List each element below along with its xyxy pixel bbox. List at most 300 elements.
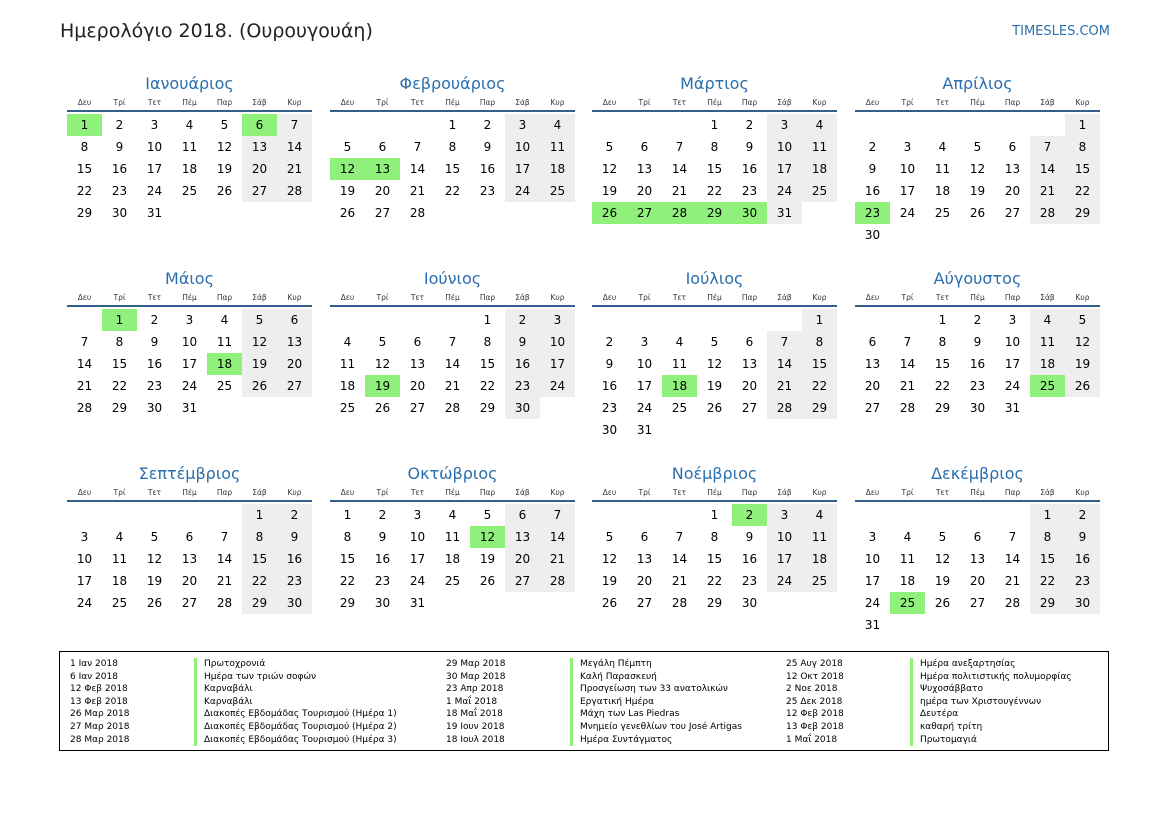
day-cell[interactable]: 5: [710, 335, 719, 349]
day-cell[interactable]: 8: [710, 140, 719, 154]
day-cell[interactable]: 22: [76, 184, 93, 198]
day-cell[interactable]: 13: [505, 526, 540, 548]
day-cell[interactable]: 31: [864, 618, 881, 632]
day-cell[interactable]: 1: [242, 504, 277, 526]
day-cell[interactable]: 1: [483, 313, 492, 327]
day-cell[interactable]: 19: [242, 353, 277, 375]
day-cell[interactable]: 7: [1008, 530, 1017, 544]
day-cell[interactable]: 16: [864, 184, 881, 198]
day-cell[interactable]: 2: [505, 309, 540, 331]
day-cell[interactable]: 21: [899, 379, 916, 393]
day-cell[interactable]: 15: [479, 357, 496, 371]
day-cell[interactable]: 2: [277, 504, 312, 526]
day-cell[interactable]: 4: [185, 118, 194, 132]
holiday-day-cell[interactable]: 2: [732, 504, 767, 526]
day-cell[interactable]: 16: [277, 548, 312, 570]
day-cell[interactable]: 14: [540, 526, 575, 548]
holiday-day-cell[interactable]: 18: [662, 375, 697, 397]
day-cell[interactable]: 6: [640, 530, 649, 544]
day-cell[interactable]: 29: [706, 596, 723, 610]
day-cell[interactable]: 14: [76, 357, 93, 371]
day-cell[interactable]: 21: [540, 548, 575, 570]
day-cell[interactable]: 8: [1065, 136, 1100, 158]
day-cell[interactable]: 4: [802, 504, 837, 526]
day-cell[interactable]: 16: [741, 162, 758, 176]
day-cell[interactable]: 12: [601, 552, 618, 566]
day-cell[interactable]: 11: [339, 357, 356, 371]
day-cell[interactable]: 8: [483, 335, 492, 349]
day-cell[interactable]: 31: [146, 206, 163, 220]
day-cell[interactable]: 8: [448, 140, 457, 154]
day-cell[interactable]: 28: [540, 570, 575, 592]
day-cell[interactable]: 14: [216, 552, 233, 566]
day-cell[interactable]: 10: [1004, 335, 1021, 349]
day-cell[interactable]: 30: [146, 401, 163, 415]
day-cell[interactable]: 8: [115, 335, 124, 349]
day-cell[interactable]: 12: [242, 331, 277, 353]
day-cell[interactable]: 4: [1030, 309, 1065, 331]
day-cell[interactable]: 12: [374, 357, 391, 371]
day-cell[interactable]: 26: [969, 206, 986, 220]
day-cell[interactable]: 13: [1004, 162, 1021, 176]
day-cell[interactable]: 26: [216, 184, 233, 198]
day-cell[interactable]: 28: [277, 180, 312, 202]
day-cell[interactable]: 3: [767, 114, 802, 136]
day-cell[interactable]: 20: [409, 379, 426, 393]
day-cell[interactable]: 4: [938, 140, 947, 154]
day-cell[interactable]: 3: [540, 309, 575, 331]
day-cell[interactable]: 22: [1065, 180, 1100, 202]
day-cell[interactable]: 13: [181, 552, 198, 566]
day-cell[interactable]: 24: [146, 184, 163, 198]
day-cell[interactable]: 20: [636, 574, 653, 588]
day-cell[interactable]: 12: [934, 552, 951, 566]
day-cell[interactable]: 24: [540, 375, 575, 397]
day-cell[interactable]: 4: [343, 335, 352, 349]
day-cell[interactable]: 9: [973, 335, 982, 349]
day-cell[interactable]: 8: [710, 530, 719, 544]
day-cell[interactable]: 11: [802, 526, 837, 548]
day-cell[interactable]: 27: [636, 596, 653, 610]
day-cell[interactable]: 11: [111, 552, 128, 566]
day-cell[interactable]: 14: [409, 162, 426, 176]
day-cell[interactable]: 15: [242, 548, 277, 570]
day-cell[interactable]: 11: [802, 136, 837, 158]
day-cell[interactable]: 14: [767, 353, 802, 375]
day-cell[interactable]: 24: [181, 379, 198, 393]
day-cell[interactable]: 27: [409, 401, 426, 415]
day-cell[interactable]: 4: [903, 530, 912, 544]
day-cell[interactable]: 18: [339, 379, 356, 393]
day-cell[interactable]: 29: [76, 206, 93, 220]
day-cell[interactable]: 23: [146, 379, 163, 393]
day-cell[interactable]: 22: [444, 184, 461, 198]
day-cell[interactable]: 29: [242, 592, 277, 614]
day-cell[interactable]: 7: [277, 114, 312, 136]
day-cell[interactable]: 17: [864, 574, 881, 588]
day-cell[interactable]: 23: [601, 401, 618, 415]
day-cell[interactable]: 24: [1004, 379, 1021, 393]
day-cell[interactable]: 17: [409, 552, 426, 566]
day-cell[interactable]: 18: [1030, 353, 1065, 375]
day-cell[interactable]: 3: [1008, 313, 1017, 327]
day-cell[interactable]: 21: [1004, 574, 1021, 588]
day-cell[interactable]: 25: [444, 574, 461, 588]
day-cell[interactable]: 30: [111, 206, 128, 220]
day-cell[interactable]: 4: [220, 313, 229, 327]
day-cell[interactable]: 15: [76, 162, 93, 176]
day-cell[interactable]: 20: [636, 184, 653, 198]
holiday-day-cell[interactable]: 25: [1030, 375, 1065, 397]
holiday-day-cell[interactable]: 25: [890, 592, 925, 614]
holiday-day-cell[interactable]: 18: [207, 353, 242, 375]
day-cell[interactable]: 20: [181, 574, 198, 588]
day-cell[interactable]: 13: [277, 331, 312, 353]
day-cell[interactable]: 15: [1065, 158, 1100, 180]
day-cell[interactable]: 11: [216, 335, 233, 349]
day-cell[interactable]: 11: [181, 140, 198, 154]
day-cell[interactable]: 7: [448, 335, 457, 349]
day-cell[interactable]: 28: [409, 206, 426, 220]
day-cell[interactable]: 18: [540, 158, 575, 180]
day-cell[interactable]: 5: [150, 530, 159, 544]
day-cell[interactable]: 6: [1008, 140, 1017, 154]
day-cell[interactable]: 8: [80, 140, 89, 154]
day-cell[interactable]: 16: [479, 162, 496, 176]
day-cell[interactable]: 24: [505, 180, 540, 202]
holiday-day-cell[interactable]: 6: [242, 114, 277, 136]
day-cell[interactable]: 14: [671, 162, 688, 176]
day-cell[interactable]: 26: [242, 375, 277, 397]
day-cell[interactable]: 4: [540, 114, 575, 136]
day-cell[interactable]: 19: [216, 162, 233, 176]
day-cell[interactable]: 9: [378, 530, 387, 544]
day-cell[interactable]: 26: [374, 401, 391, 415]
day-cell[interactable]: 16: [741, 552, 758, 566]
day-cell[interactable]: 1: [802, 309, 837, 331]
day-cell[interactable]: 14: [1030, 158, 1065, 180]
day-cell[interactable]: 11: [1030, 331, 1065, 353]
day-cell[interactable]: 5: [378, 335, 387, 349]
day-cell[interactable]: 20: [741, 379, 758, 393]
day-cell[interactable]: 17: [1004, 357, 1021, 371]
day-cell[interactable]: 17: [181, 357, 198, 371]
day-cell[interactable]: 27: [374, 206, 391, 220]
day-cell[interactable]: 3: [767, 504, 802, 526]
day-cell[interactable]: 14: [444, 357, 461, 371]
holiday-day-cell[interactable]: 26: [592, 202, 627, 224]
holiday-day-cell[interactable]: 12: [330, 158, 365, 180]
day-cell[interactable]: 18: [934, 184, 951, 198]
day-cell[interactable]: 1: [938, 313, 947, 327]
day-cell[interactable]: 5: [605, 530, 614, 544]
day-cell[interactable]: 14: [1004, 552, 1021, 566]
day-cell[interactable]: 10: [505, 136, 540, 158]
day-cell[interactable]: 28: [216, 596, 233, 610]
day-cell[interactable]: 3: [505, 114, 540, 136]
day-cell[interactable]: 20: [277, 353, 312, 375]
day-cell[interactable]: 26: [146, 596, 163, 610]
day-cell[interactable]: 26: [339, 206, 356, 220]
day-cell[interactable]: 9: [745, 530, 754, 544]
day-cell[interactable]: 30: [741, 596, 758, 610]
day-cell[interactable]: 7: [1030, 136, 1065, 158]
day-cell[interactable]: 31: [767, 202, 802, 224]
day-cell[interactable]: 31: [181, 401, 198, 415]
day-cell[interactable]: 5: [242, 309, 277, 331]
day-cell[interactable]: 8: [242, 526, 277, 548]
day-cell[interactable]: 31: [409, 596, 426, 610]
day-cell[interactable]: 13: [636, 552, 653, 566]
day-cell[interactable]: 23: [479, 184, 496, 198]
day-cell[interactable]: 9: [483, 140, 492, 154]
day-cell[interactable]: 15: [706, 552, 723, 566]
day-cell[interactable]: 11: [444, 530, 461, 544]
day-cell[interactable]: 10: [899, 162, 916, 176]
day-cell[interactable]: 3: [640, 335, 649, 349]
day-cell[interactable]: 26: [1065, 375, 1100, 397]
day-cell[interactable]: 21: [671, 184, 688, 198]
day-cell[interactable]: 25: [111, 596, 128, 610]
day-cell[interactable]: 23: [741, 184, 758, 198]
day-cell[interactable]: 7: [220, 530, 229, 544]
day-cell[interactable]: 15: [111, 357, 128, 371]
day-cell[interactable]: 2: [483, 118, 492, 132]
holiday-day-cell[interactable]: 27: [627, 202, 662, 224]
day-cell[interactable]: 7: [903, 335, 912, 349]
day-cell[interactable]: 22: [706, 184, 723, 198]
day-cell[interactable]: 19: [601, 184, 618, 198]
day-cell[interactable]: 29: [1065, 202, 1100, 224]
day-cell[interactable]: 1: [710, 508, 719, 522]
day-cell[interactable]: 10: [767, 526, 802, 548]
day-cell[interactable]: 25: [216, 379, 233, 393]
day-cell[interactable]: 13: [636, 162, 653, 176]
day-cell[interactable]: 17: [540, 353, 575, 375]
day-cell[interactable]: 28: [76, 401, 93, 415]
day-cell[interactable]: 28: [1030, 202, 1065, 224]
day-cell[interactable]: 6: [378, 140, 387, 154]
day-cell[interactable]: 30: [864, 228, 881, 242]
day-cell[interactable]: 23: [741, 574, 758, 588]
day-cell[interactable]: 24: [409, 574, 426, 588]
holiday-day-cell[interactable]: 1: [67, 114, 102, 136]
day-cell[interactable]: 29: [479, 401, 496, 415]
day-cell[interactable]: 15: [1030, 548, 1065, 570]
day-cell[interactable]: 25: [181, 184, 198, 198]
day-cell[interactable]: 7: [80, 335, 89, 349]
day-cell[interactable]: 13: [864, 357, 881, 371]
day-cell[interactable]: 14: [671, 552, 688, 566]
day-cell[interactable]: 16: [374, 552, 391, 566]
day-cell[interactable]: 22: [242, 570, 277, 592]
day-cell[interactable]: 1: [1065, 114, 1100, 136]
day-cell[interactable]: 21: [76, 379, 93, 393]
day-cell[interactable]: 18: [899, 574, 916, 588]
day-cell[interactable]: 24: [636, 401, 653, 415]
day-cell[interactable]: 28: [1004, 596, 1021, 610]
day-cell[interactable]: 19: [601, 574, 618, 588]
day-cell[interactable]: 4: [115, 530, 124, 544]
day-cell[interactable]: 2: [378, 508, 387, 522]
day-cell[interactable]: 14: [277, 136, 312, 158]
day-cell[interactable]: 17: [899, 184, 916, 198]
holiday-day-cell[interactable]: 12: [470, 526, 505, 548]
day-cell[interactable]: 6: [185, 530, 194, 544]
day-cell[interactable]: 15: [706, 162, 723, 176]
day-cell[interactable]: 7: [413, 140, 422, 154]
day-cell[interactable]: 15: [339, 552, 356, 566]
day-cell[interactable]: 26: [601, 596, 618, 610]
day-cell[interactable]: 30: [969, 401, 986, 415]
day-cell[interactable]: 30: [505, 397, 540, 419]
site-link[interactable]: TIMESLES.COM: [1012, 24, 1110, 39]
day-cell[interactable]: 25: [802, 180, 837, 202]
day-cell[interactable]: 23: [505, 375, 540, 397]
day-cell[interactable]: 12: [706, 357, 723, 371]
holiday-day-cell[interactable]: 1: [102, 309, 137, 331]
day-cell[interactable]: 27: [181, 596, 198, 610]
day-cell[interactable]: 27: [242, 180, 277, 202]
day-cell[interactable]: 9: [745, 140, 754, 154]
day-cell[interactable]: 22: [934, 379, 951, 393]
day-cell[interactable]: 10: [767, 136, 802, 158]
day-cell[interactable]: 2: [605, 335, 614, 349]
day-cell[interactable]: 22: [339, 574, 356, 588]
day-cell[interactable]: 19: [1065, 353, 1100, 375]
day-cell[interactable]: 12: [146, 552, 163, 566]
day-cell[interactable]: 3: [868, 530, 877, 544]
day-cell[interactable]: 5: [343, 140, 352, 154]
day-cell[interactable]: 16: [601, 379, 618, 393]
day-cell[interactable]: 11: [899, 552, 916, 566]
day-cell[interactable]: 30: [277, 592, 312, 614]
day-cell[interactable]: 8: [1030, 526, 1065, 548]
day-cell[interactable]: 5: [483, 508, 492, 522]
day-cell[interactable]: 13: [242, 136, 277, 158]
day-cell[interactable]: 28: [671, 596, 688, 610]
day-cell[interactable]: 27: [741, 401, 758, 415]
day-cell[interactable]: 3: [150, 118, 159, 132]
day-cell[interactable]: 7: [675, 530, 684, 544]
day-cell[interactable]: 14: [899, 357, 916, 371]
day-cell[interactable]: 6: [745, 335, 754, 349]
day-cell[interactable]: 6: [868, 335, 877, 349]
day-cell[interactable]: 11: [934, 162, 951, 176]
day-cell[interactable]: 2: [973, 313, 982, 327]
day-cell[interactable]: 5: [605, 140, 614, 154]
day-cell[interactable]: 7: [540, 504, 575, 526]
day-cell[interactable]: 1: [343, 508, 352, 522]
day-cell[interactable]: 17: [76, 574, 93, 588]
day-cell[interactable]: 21: [409, 184, 426, 198]
day-cell[interactable]: 15: [802, 353, 837, 375]
day-cell[interactable]: 21: [444, 379, 461, 393]
day-cell[interactable]: 28: [767, 397, 802, 419]
day-cell[interactable]: 19: [934, 574, 951, 588]
day-cell[interactable]: 22: [111, 379, 128, 393]
day-cell[interactable]: 23: [277, 570, 312, 592]
day-cell[interactable]: 2: [115, 118, 124, 132]
day-cell[interactable]: 12: [1065, 331, 1100, 353]
day-cell[interactable]: 6: [640, 140, 649, 154]
day-cell[interactable]: 16: [969, 357, 986, 371]
day-cell[interactable]: 17: [146, 162, 163, 176]
day-cell[interactable]: 27: [1004, 206, 1021, 220]
day-cell[interactable]: 20: [1004, 184, 1021, 198]
day-cell[interactable]: 1: [1030, 504, 1065, 526]
day-cell[interactable]: 20: [242, 158, 277, 180]
day-cell[interactable]: 1: [448, 118, 457, 132]
day-cell[interactable]: 8: [343, 530, 352, 544]
day-cell[interactable]: 24: [767, 180, 802, 202]
day-cell[interactable]: 11: [540, 136, 575, 158]
day-cell[interactable]: 19: [706, 379, 723, 393]
day-cell[interactable]: 3: [80, 530, 89, 544]
day-cell[interactable]: 31: [636, 423, 653, 437]
day-cell[interactable]: 5: [938, 530, 947, 544]
day-cell[interactable]: 9: [505, 331, 540, 353]
day-cell[interactable]: 23: [111, 184, 128, 198]
day-cell[interactable]: 23: [1065, 570, 1100, 592]
day-cell[interactable]: 18: [444, 552, 461, 566]
day-cell[interactable]: 7: [767, 331, 802, 353]
day-cell[interactable]: 30: [374, 596, 391, 610]
day-cell[interactable]: 10: [409, 530, 426, 544]
day-cell[interactable]: 12: [969, 162, 986, 176]
day-cell[interactable]: 20: [864, 379, 881, 393]
day-cell[interactable]: 18: [802, 158, 837, 180]
day-cell[interactable]: 29: [802, 397, 837, 419]
day-cell[interactable]: 9: [150, 335, 159, 349]
day-cell[interactable]: 6: [505, 504, 540, 526]
day-cell[interactable]: 2: [150, 313, 159, 327]
holiday-day-cell[interactable]: 23: [855, 202, 890, 224]
day-cell[interactable]: 27: [864, 401, 881, 415]
day-cell[interactable]: 9: [277, 526, 312, 548]
day-cell[interactable]: 7: [675, 140, 684, 154]
day-cell[interactable]: 17: [636, 379, 653, 393]
day-cell[interactable]: 5: [220, 118, 229, 132]
day-cell[interactable]: 9: [115, 140, 124, 154]
day-cell[interactable]: 27: [969, 596, 986, 610]
day-cell[interactable]: 20: [969, 574, 986, 588]
day-cell[interactable]: 25: [671, 401, 688, 415]
day-cell[interactable]: 24: [899, 206, 916, 220]
day-cell[interactable]: 4: [802, 114, 837, 136]
day-cell[interactable]: 16: [111, 162, 128, 176]
day-cell[interactable]: 25: [802, 570, 837, 592]
day-cell[interactable]: 29: [111, 401, 128, 415]
day-cell[interactable]: 6: [277, 309, 312, 331]
day-cell[interactable]: 28: [444, 401, 461, 415]
day-cell[interactable]: 9: [868, 162, 877, 176]
day-cell[interactable]: 18: [181, 162, 198, 176]
day-cell[interactable]: 13: [741, 357, 758, 371]
day-cell[interactable]: 6: [973, 530, 982, 544]
day-cell[interactable]: 16: [505, 353, 540, 375]
day-cell[interactable]: 11: [671, 357, 688, 371]
day-cell[interactable]: 2: [868, 140, 877, 154]
day-cell[interactable]: 17: [767, 158, 802, 180]
day-cell[interactable]: 30: [601, 423, 618, 437]
day-cell[interactable]: 6: [413, 335, 422, 349]
day-cell[interactable]: 22: [479, 379, 496, 393]
day-cell[interactable]: 19: [479, 552, 496, 566]
day-cell[interactable]: 30: [1065, 592, 1100, 614]
holiday-day-cell[interactable]: 29: [697, 202, 732, 224]
day-cell[interactable]: 2: [1065, 504, 1100, 526]
